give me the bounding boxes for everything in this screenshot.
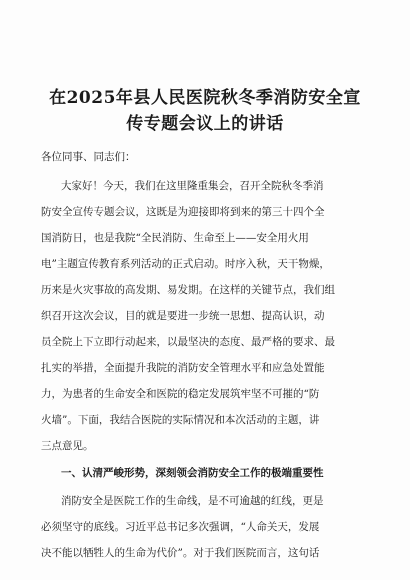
paragraph-1-line: 三点意见。: [41, 440, 94, 452]
paragraph-2-line: 消防安全是医院工作的生命线，是不可逾越的红线，更是: [61, 495, 324, 507]
paragraph-1-line: 大家好！今天，我们在这里隆重集会，召开全院秋冬季消: [61, 180, 324, 192]
paragraph-1-line: 织召开这次会议，目的就是要进一步统一思想、提高认识，动: [41, 310, 325, 322]
paragraph-1-line: 历来是火灾事故的高发期、易发期。在这样的关键节点，我们组: [41, 284, 335, 296]
paragraph-1-line: 力，为患者的生命安全和医院的稳定发展筑牢坚不可摧的“防: [41, 388, 320, 400]
greeting: 各位同事、同志们：: [41, 151, 136, 163]
paragraph-2-line: 决不能以牺牲人的生命为代价”。对于我们医院而言，这句话: [41, 547, 320, 559]
paragraph-2-line: 必须坚守的底线。习近平总书记多次强调，“人命关天，发展: [41, 521, 320, 533]
paragraph-1-line: 员全院上下立即行动起来，以最坚决的态度、最严格的要求、最: [41, 336, 335, 348]
paragraph-1-line: 国消防日，也是我院“全民消防、生命至上——安全用火用: [41, 232, 309, 244]
paragraph-1-line: 电”主题宣传教育系列活动的正式启动。时序入秋，天干物燥，: [41, 258, 330, 270]
paragraph-1-line: 火墙”。下面，我结合医院的实际情况和本次活动的主题，讲: [41, 414, 320, 426]
paragraph-1-line: 防安全宣传专题会议，这既是为迎接即将到来的第三十四个全: [41, 206, 325, 218]
section-1-heading: 一、认清严峻形势，深刻领会消防安全工作的极端重要性: [61, 467, 324, 479]
paragraph-1-line: 扎实的举措，全面提升我院的消防安全管理水平和应急处置能: [41, 362, 325, 374]
document-title-line-1: 在2025年县人民医院秋冬季消防安全宣: [49, 88, 361, 108]
document-title-line-2: 传专题会议上的讲话: [126, 114, 284, 134]
